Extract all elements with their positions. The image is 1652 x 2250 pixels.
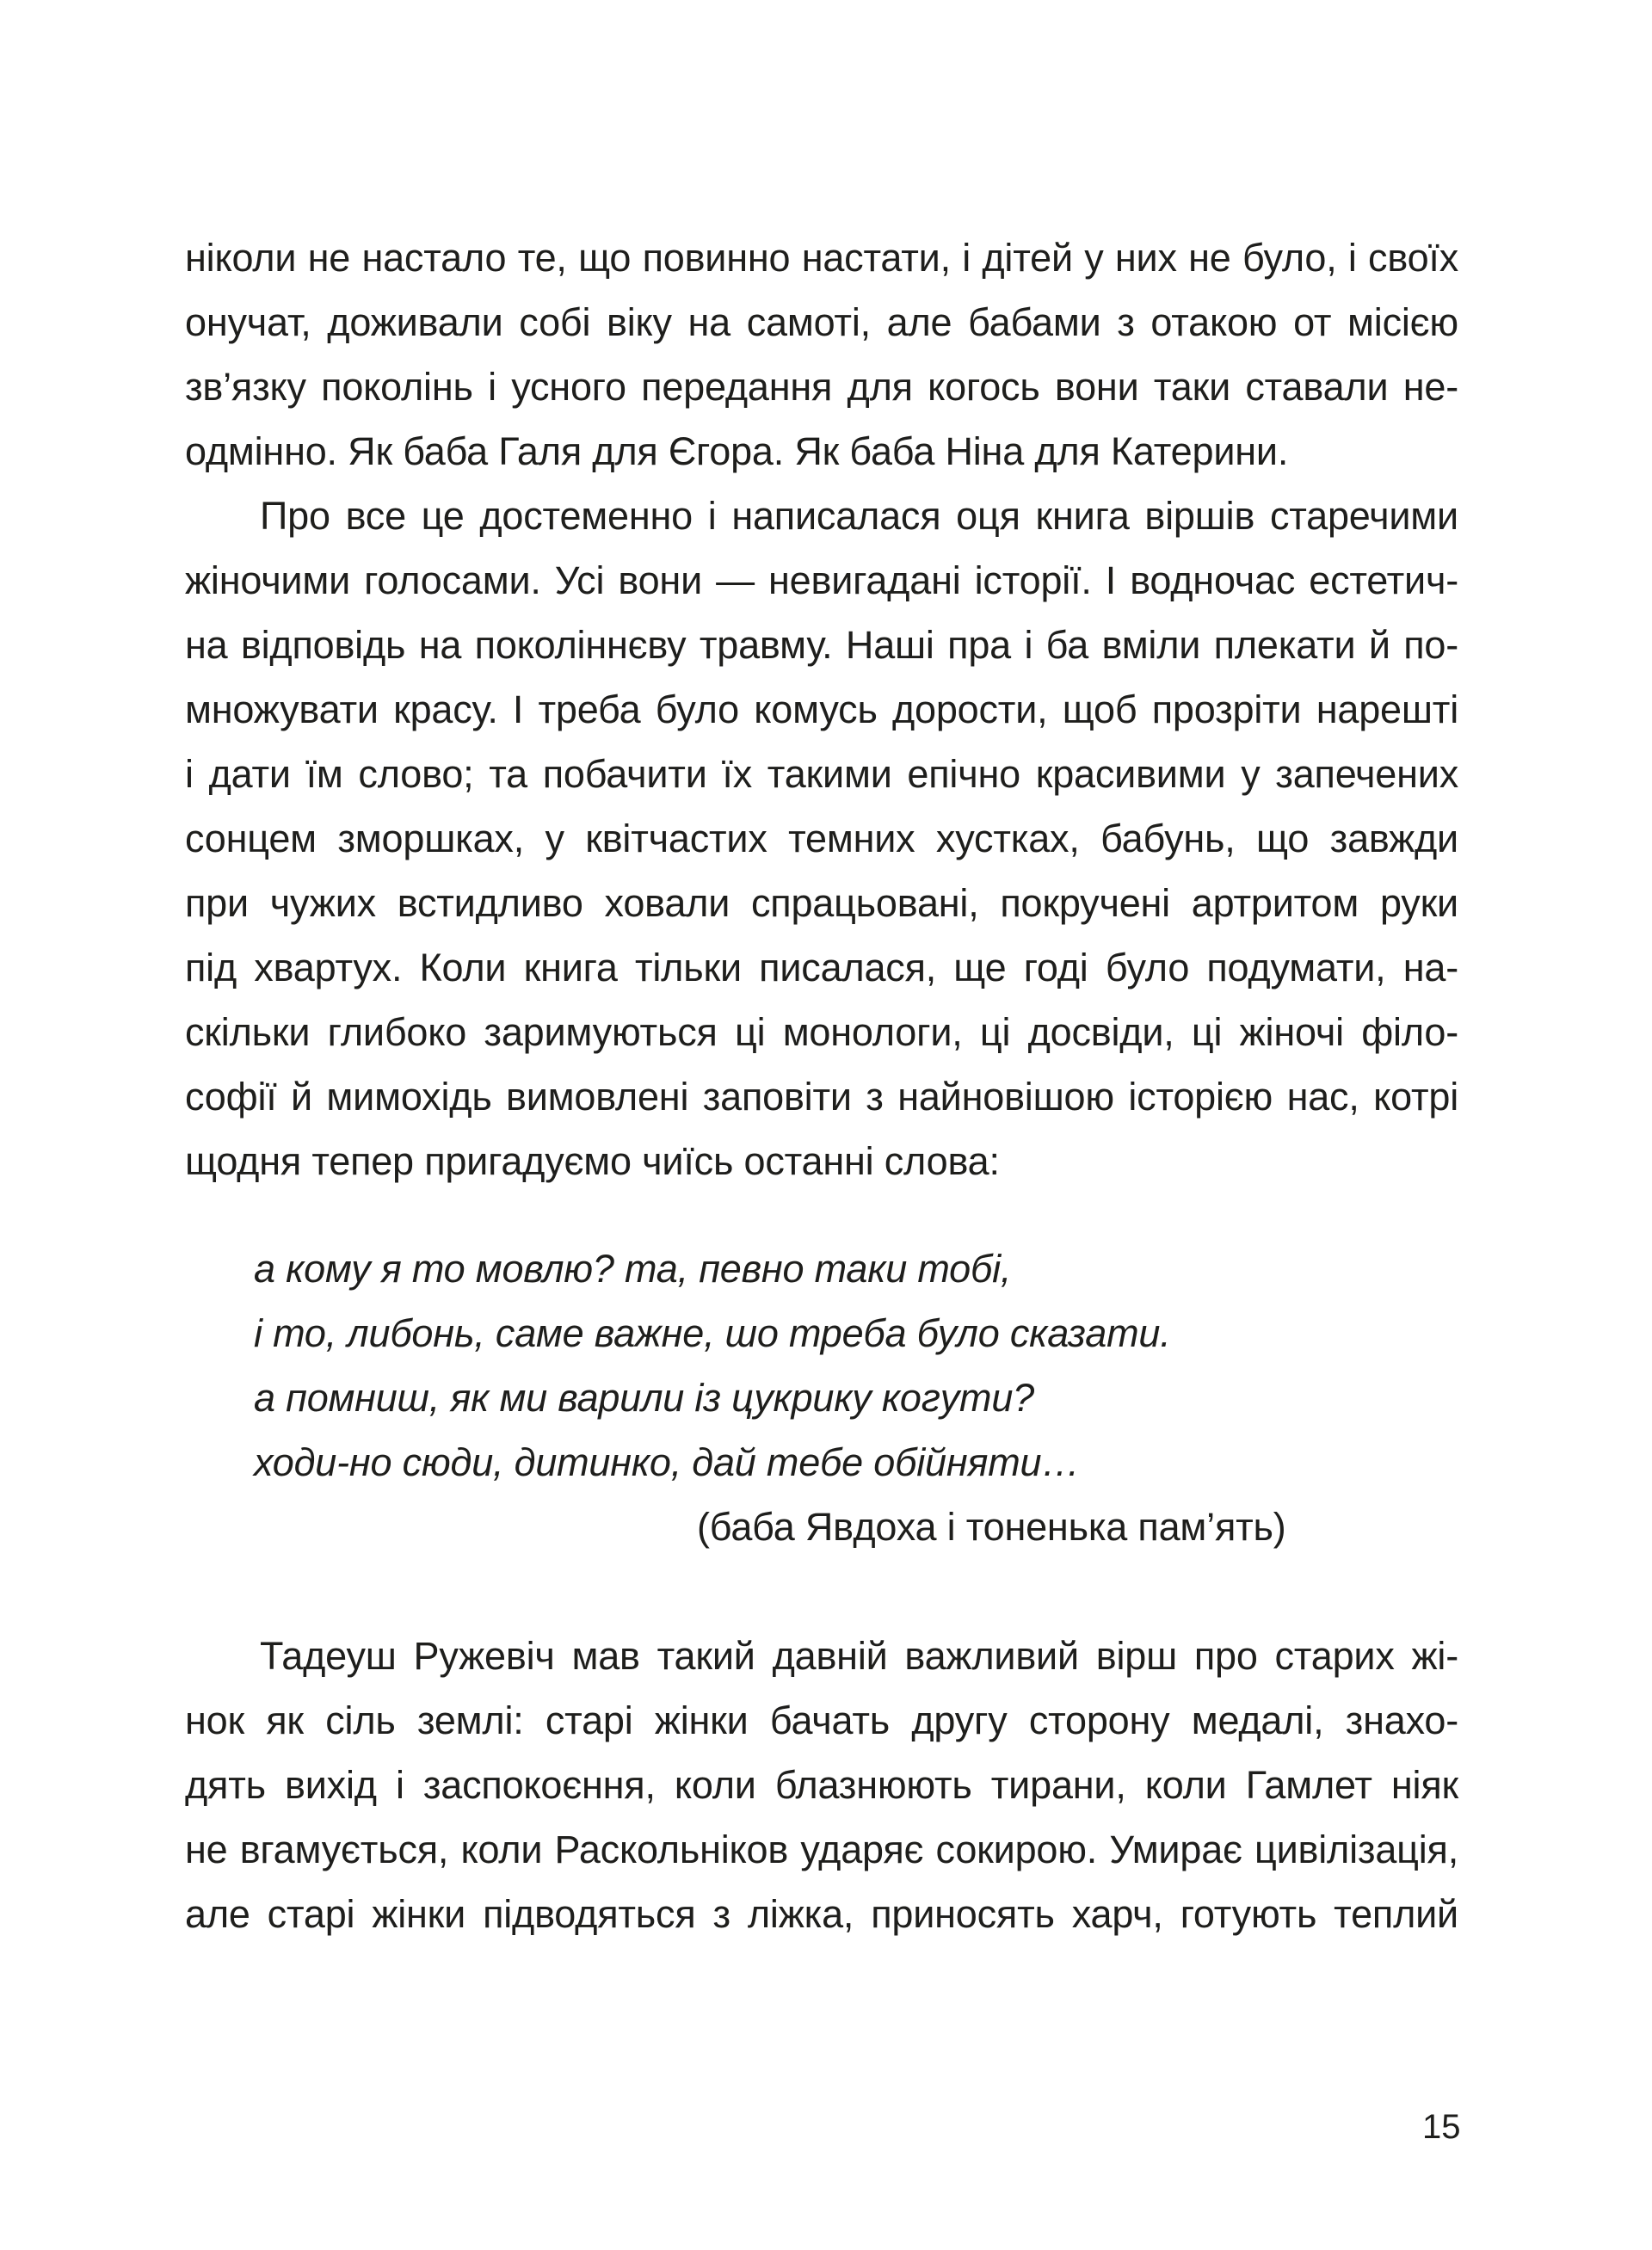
text-line: не вгамується, коли Раскольніков ударяє сокирою. Умирає цивілізація, bbox=[185, 1828, 1458, 1871]
text-column bbox=[185, 225, 1458, 1946]
text-line: зв’язку поколінь і усного передання для когось вони таки ставали не- bbox=[185, 365, 1458, 409]
text-line: ніколи не настало те, що повинно настати, і дітей у них не було, і своїх bbox=[185, 236, 1458, 280]
text-line: і дати їм слово; та побачити їх такими епічно красивими у запечених bbox=[185, 752, 1458, 796]
text-line: Про все це достеменно і написалася оця книга віршів старечими bbox=[260, 494, 1458, 538]
text-line: (баба Явдоха і тоненька пам’ять) bbox=[697, 1505, 1286, 1549]
text-line: множувати красу. І треба було комусь дорости, щоб прозріти нарешті bbox=[185, 687, 1458, 731]
text-line: дять вихід і заспокоєння, коли блазнюють тирани, коли Гамлет ніяк bbox=[185, 1763, 1458, 1807]
text-line: під хвартух. Коли книга тільки писалася, ще годі було подумати, на- bbox=[185, 946, 1458, 989]
text-line: скільки глибоко заримуються ці монологи, ці досвіди, ці жіночі філо- bbox=[185, 1010, 1458, 1054]
text-line: і то, либонь, саме важне, шо треба було сказати. bbox=[254, 1311, 1171, 1355]
text-line: а кому я то мовлю? та, певно таки тобі, bbox=[254, 1247, 1012, 1291]
text-line: софії й мимохідь вимовлені заповіти з найновішою історією нас, котрі bbox=[185, 1075, 1458, 1119]
text-line: на відповідь на поколіннєву травму. Наші пра і ба вміли плекати й по- bbox=[185, 623, 1458, 667]
text-line: а помниш, як ми варили із цукрику когути? bbox=[254, 1376, 1034, 1420]
text-line: але старі жінки підводяться з ліжка, приносять харч, готують теплий bbox=[185, 1892, 1458, 1936]
verse-attribution bbox=[185, 1495, 1458, 1559]
text-line: щодня тепер пригадуємо чиїсь останні слова: bbox=[185, 1139, 1000, 1183]
text-line: при чужих встидливо ховали спрацьовані, покручені артритом руки bbox=[185, 881, 1458, 925]
text-line: сонцем зморшках, у квітчастих темних хустках, бабунь, що завжди bbox=[185, 817, 1458, 860]
verse-quote bbox=[185, 1236, 1458, 1495]
text-line: нок як сіль землі: старі жінки бачать другу сторону медалі, знахо- bbox=[185, 1698, 1458, 1742]
text-line: Тадеуш Ружевіч мав такий давній важливий вірш про старих жі- bbox=[260, 1634, 1458, 1678]
text-line: жіночими голосами. Усі вони — невигадані історії. І водночас естетич- bbox=[185, 558, 1458, 602]
paragraph bbox=[185, 484, 1458, 1193]
text-line: онучат, доживали собі віку на самоті, але бабами з отакою от місією bbox=[185, 300, 1458, 344]
paragraph bbox=[185, 1624, 1458, 1946]
paragraph bbox=[185, 225, 1458, 484]
page-number: 15 bbox=[1422, 2108, 1461, 2146]
text-line: ходи-но сюди, дитинко, дай тебе обійняти… bbox=[254, 1440, 1081, 1484]
text-line: одмінно. Як баба Галя для Єгора. Як баба Ніна для Катерини. bbox=[185, 429, 1289, 473]
